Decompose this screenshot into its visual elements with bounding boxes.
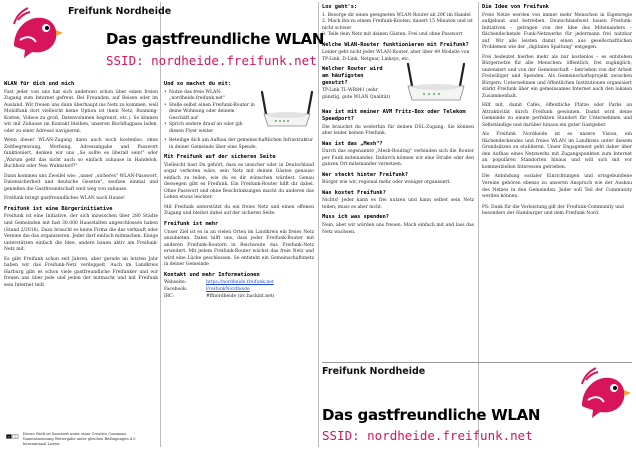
paragraph: Dann kommen uns Zweifel wie: „unser „sicheres" WLAN-Passwort, Datensicherheit und deutsche Gesetze", seufzen einmal und genießen die Gastfreundschaft weit weg von zuhause. (4, 173, 158, 192)
section-heading: Kontakt und mehr Informationen (164, 271, 260, 278)
paragraph: Die brauchst du weiterhin für deinen DSL-Zugang. Sie können aber leider keinen Freifunk. (322, 124, 474, 137)
brand-name: Freifunk Nordheide (68, 6, 172, 17)
contact-row (164, 287, 314, 294)
license-footer (6, 432, 158, 446)
paragraph: Durch das sogenannte „Mesh-Routing" verbinden sich die Router per Funk miteinander. Dadurch können wir eine Straße oder den ganzen Ort miteinander vernetzen. (322, 149, 474, 168)
paragraph: Bürger wie wir, regional mehr oder weniger organisiert. (322, 180, 451, 186)
column-3 (322, 4, 474, 239)
participation-list (164, 90, 256, 136)
column-2 (164, 78, 314, 301)
steps-list (322, 13, 474, 39)
section-heading: Wer steckt hinter Freifunk? (322, 171, 409, 178)
column-4 (482, 4, 632, 221)
wlan-router-icon (404, 62, 468, 106)
freifunk-bird-logo-icon (574, 366, 632, 424)
list-item: 3. Teile dein Netz mit deinen Gästen. Frei und ohne Passwort (322, 32, 463, 38)
cc-by-sa-badge-icon (6, 432, 19, 441)
section-heading: WLAN für dich und mich (4, 81, 75, 87)
paragraph: Hilf mit, damit Cafés, öffentliche Plätze oder Parks an Attraktivität durch Freifunk gewinnen. Damit wird deine Gemeinde zu einem perfekten Standort für Unternehmen und Selbständige und darüber hinaus ein guter Gastgeber. (482, 103, 632, 128)
flyer-title: Das gastfreundliche WLAN (322, 406, 541, 424)
paragraph: Freifunk bringt gastfreundliches WLAN nach Hause! (4, 196, 125, 202)
flyer-header-bottom (322, 366, 632, 446)
paragraph: Nein, aber wir würden uns freuen. Mach einfach mit und lass das Netz wachsen. (322, 223, 474, 235)
svg-text:cc: cc (7, 435, 11, 439)
wlan-router-icon (260, 88, 314, 132)
column-divider (318, 2, 319, 447)
irc-channel: #ffnordheide (irc.hackint.net) (206, 293, 275, 299)
paragraph: Die Anbindung sozialer Einrichtungen und ortsgebundene Vereine gehören ebenso zu unseren Anspruch wie der Ausbau des Netzes in den Gemeinden. Jeder soll Teil der Community werden können. (482, 174, 632, 200)
list-item: • Nutze das freie WLAN: „nordheide.freifunk.net" (164, 90, 256, 103)
contact-label: Facebook: (164, 287, 188, 293)
flyer-title: Das gastfreundliche WLAN (106, 30, 325, 48)
section-heading: Muss ich was spenden? (322, 214, 389, 221)
contact-label: Webseite: (164, 280, 187, 286)
postscript: PS: Dank für die Vorleistung gilt der Freifunk-Community und besonders der Hamburger und dem Freifunk Nord. (482, 204, 624, 217)
list-item: • Beteilige dich am Aufbau der gemeinschaftlichen Infrastruktur in deiner Gemeinde über eine Spende. (164, 138, 314, 151)
section-heading: Los geht's: (322, 4, 358, 10)
section-heading: Was ist das „Mesh"? (322, 140, 383, 147)
section-heading: Die Idee von Freifunk (482, 4, 549, 10)
license-text: Dieses Werk ist lizenziert unter einer Creative Commons Namensnennung Weitergabe unter gleichen Bedingungen 4.0 International Lizenz. (22, 432, 136, 446)
paragraph: TP-Link TL-WR841 (sehr günstig, gute WLAN Qualität) (322, 88, 391, 100)
list-item: • Stelle selbst einen Freifunk-Router in deine Wohnung oder deinem Geschäft auf (164, 103, 256, 123)
freifunk-bird-logo-icon (6, 6, 64, 64)
section-heading: Was ist mit meiner AVM Fritz-Box oder Telekom Speedport? (322, 109, 466, 122)
paragraph: Als Freifunk Nordheide ist es unsere Vision, ein flächendeckendes und freies WLAN im Landkreis unter diesem Grundsätzen zu etablieren. Unser Engagement geht daher über den Aufbau eines Netzwerks mit Zugangspunkten zum Internet an populären Standorten hinaus und will sich mit vor kommerziellen Interessen getrieben. (482, 132, 632, 170)
website-link[interactable]: https://nordheide.freifunk.net (206, 280, 274, 286)
flyer-header (6, 4, 325, 84)
paragraph: Nichts! Jeder kann es frei nutzen und kann selber sein Netz teilen; muss es aber nicht. (322, 198, 474, 210)
paragraph: Fast jeder von uns hat sich anderswo schon über einen freien Zugang zum Internet gefreut. Bei Freunden, auf Reisen oder im Ausland. Wir freuen uns dann überhaupt ins Netz zu kommen, weil Mobilfunk dort vielleicht keine Option ist (kein Netz, Roaming-Kosten, Videos zu groß, Datenvolumen begrenzt, etc.). So können wir mit Zuhause im Kontakt bleiben, unseren Buchflugpass laden, oder zu einer Adresse navigieren. (4, 89, 158, 134)
column-1 (4, 78, 158, 292)
paragraph: Unser Ziel ist es in an vielen Orten im Landkreis ein freies Netz anzubieten. Dabei hilft uns, dass jeder Freifunk-Router mit anderen Freifunk-Routern in Reichweite das Freifunk-Netz erweitert. Mit jedem Freifunk-Router wächst das freie Netz und wird eine Lücke geschlossen. So entsteht ein Gemeinschaftsnetz in deiner Gemeinde (164, 229, 314, 268)
section-heading: Was kostet Freifunk? (322, 189, 386, 196)
list-item: 1. Besorge dir einen geeigneten WLAN-Router ab 20€ im Handel (322, 12, 471, 18)
brand-name: Freifunk Nordheide (322, 366, 426, 377)
contact-table (164, 280, 314, 300)
section-heading: Freifunk ist mehr (164, 220, 219, 227)
section-heading: Mit Freifunk auf der sicheren Seite (164, 154, 276, 161)
ssid-text: SSID: nordheide.freifunk.net (106, 53, 317, 68)
paragraph: Wenn dieser WLAN-Zugang dann auch noch kostenlos, ohne Zeitbegrenzung, Werbung, Adressangabe und Passwort funktioniert, denken wir uns „So sollte es überall sein!" oder „Warum geht das nicht auch so einfach zuhause in Handeloh, Buchholz oder Neu Wulmstorf?" (4, 138, 158, 170)
paragraph: Vielleicht hast Du gehört, dass es unsicher oder in Deutschland sogar verboten wäre, sein Netz mit deinen Gästen genauso einfach zu teilen, wie du es dir wünschen würdest. Genau deswegen gibt es Freifunk. Ein Freifunk-Router hilft dir dabei. Ohne Passwort und ohne Beschränkungen macht du anderen das Leben etwas leichter. (164, 162, 314, 201)
facebook-link[interactable]: FreifunkNordheide (206, 287, 250, 293)
section-divider (322, 362, 632, 363)
paragraph: Es gibt Freifunk schon seit Jahren, aber gerade im letzten Jahr haben wir das Freifunk-Netz verdoppelt. Auch im Landkreis Harburg gibt es schon viele gastfreundliche Freifunker und wir freuen uns über jede und jeden der mitmacht und mit Freifunk sein Internet teilt. (4, 256, 158, 288)
contact-row (164, 294, 314, 301)
section-heading: Welche WLAN-Router funktionieren mit Freifunk? (322, 41, 469, 48)
paragraph: Freifunk ist eine Initiative, der sich inzwischen über 280 Städte und Gemeinden mit fast 30.000 Hausstalten angeschlossen haben (Stand 2/2016). Dazu braucht es keine Firma die das verkauft oder Vereine die das organisieren. Jeder darf einfach mitmachen. Einige unterstützen einfach die Idee, andere bauen aktiv am Freifunk-Netz mit. (4, 214, 158, 253)
paragraph: Freie Netze werden von immer mehr Menschen in Eigenregie aufgebaut und betrieben. Deutschlandweit bauen Freifunk-Initiativen – getragen von der Idee des Miteinanders – flächendeckende Funk-Netzwerke für jedermann frei nutzbar auf. Wir alle leisten damit einen aus gesellschaftlichen Problemen wie der „digitalen Spaltung" entgegen. (482, 12, 632, 51)
paragraph: Leider geht nicht jeder WLAN-Router, aber über 49 Modelle von TP-Link, D-Link, Netgear, Linksys, etc. (322, 50, 470, 62)
paragraph: Mit Freifunk unterstützt du ein freies Netz und einen offenen Zugang und bleibst dabei auf der sicheren Seite. (164, 204, 314, 217)
section-heading: Und so machst du mit: (164, 81, 231, 87)
participation-list-continued (164, 138, 314, 151)
contact-label: IRC: (164, 293, 175, 299)
section-heading: Freifunk ist eine Bürgerinitiative (4, 205, 113, 212)
list-item: • Sprich andere drauf an oder gib diesen Flyer weiter (164, 122, 256, 135)
section-heading: Welcher Router wird am häufigsten genutzt? (322, 66, 383, 86)
paragraph: Frei bedeutet hierbei mehr als nur kostenlos – es entstehen Bürgernetze für alle Menschen: öffentlich, frei zugänglich, unzensiert und von der Gemeinschaft – betrieben von der Arbeit Freiwilliger und Spenden. Als Gemeinschaftsprojekt zwischen Bürgern, Unternehmen und öffentlichen Institutionen organisiert stärkt Freifunk über ein gemeinsames Internet auch den lokalen Zusammenhalt. (482, 54, 632, 99)
list-item: 2. Mach ihn zu einem Freifunk-Knoten, dauert 15 Minuten und ist nicht schwer (322, 19, 473, 31)
ssid-text: SSID: nordheide.freifunk.net (322, 428, 533, 443)
